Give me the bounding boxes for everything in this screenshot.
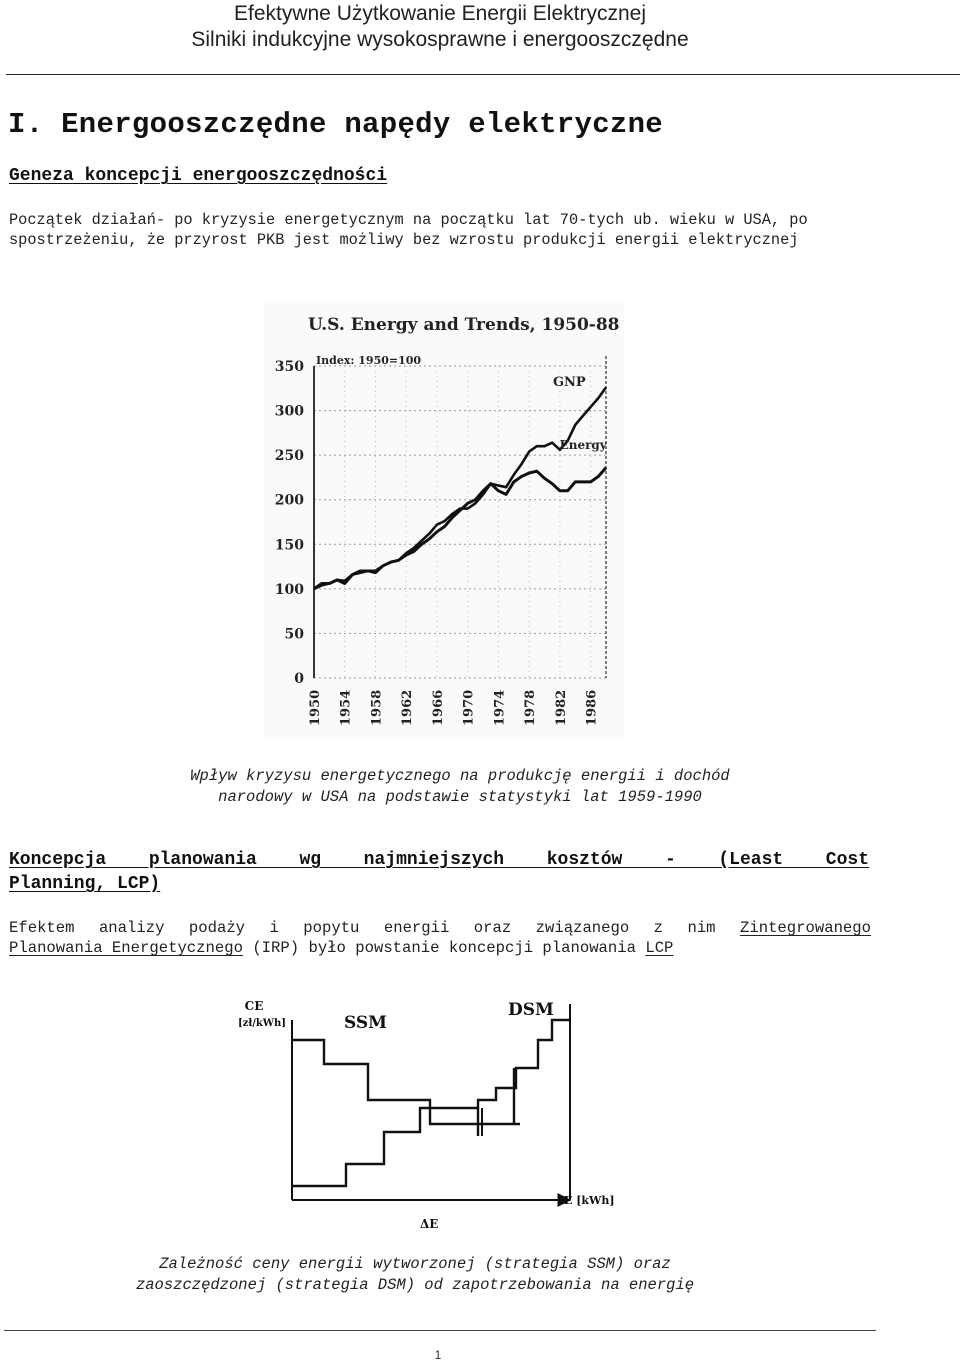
x-tick-label: 1970 — [461, 689, 477, 726]
figure2-caption — [0, 1254, 830, 1296]
section-title: I. Energooszczędne napędy elektryczne — [8, 108, 664, 141]
page-number: 1 — [434, 1348, 442, 1362]
lcp-text-1: Efektem analizy podaży i popytu energii oraz związanego z nim — [9, 919, 716, 937]
y-tick-label: 150 — [274, 537, 304, 554]
y-tick-label: 300 — [274, 403, 304, 420]
link-zintegrowanego[interactable]: Zintegrowanego — [740, 919, 872, 937]
chart-title: U.S. Energy and Trends, 1950-88 — [308, 315, 620, 335]
figure1-caption-line-1: Wpływ kryzysu energetycznego na produkcję energii i dochód — [190, 767, 730, 785]
lcp-heading-line-1: Koncepcja planowania wg najmniejszych kosztów - (Least Cost — [9, 850, 869, 870]
y-tick-label: 100 — [274, 581, 304, 598]
x-tick-label: 1950 — [308, 689, 323, 726]
y-tick-label: 200 — [274, 492, 304, 509]
us-energy-trends-chart — [264, 300, 624, 740]
annotation-dsm: DSM — [508, 1000, 554, 1020]
link-lcp[interactable]: LCP — [645, 939, 674, 957]
annotation-delta-e: ΔE — [420, 1217, 439, 1231]
figure2-caption-line-1: Zależność ceny energii wytworzonej (strategia SSM) oraz — [159, 1255, 671, 1273]
x-tick-label: 1958 — [369, 689, 385, 726]
annotation-ssm: SSM — [344, 1013, 387, 1033]
y-axis-label-ce: CE — [244, 999, 264, 1013]
x-tick-label: 1966 — [430, 689, 446, 726]
series-label-energy: Energy — [559, 437, 607, 452]
x-tick-label: 1982 — [553, 689, 569, 726]
lcp-paragraph — [9, 918, 871, 958]
subsection-heading-lcp — [9, 848, 869, 896]
x-tick-label: 1962 — [400, 689, 416, 726]
y-tick-label: 350 — [274, 359, 304, 375]
ssm-step-line — [292, 1040, 520, 1124]
lcp-text-2: (IRP) było powstanie koncepcji planowania — [252, 939, 636, 957]
x-tick-label: 1986 — [584, 689, 600, 726]
figure1-caption — [0, 766, 920, 808]
header-rule — [6, 74, 960, 75]
lcp-paragraph-line-2 — [9, 938, 871, 958]
chart-subtitle: Index: 1950=100 — [316, 354, 422, 367]
figure1-caption-line-2: narodowy w USA na podstawie statystyki lat 1959-1990 — [218, 788, 702, 806]
subsection-heading-genesis: Geneza koncepcji energooszczędności — [9, 166, 388, 186]
ssm-dsm-chart — [220, 990, 640, 1240]
y-tick-label: 50 — [284, 626, 304, 643]
link-planowania-energetycznego[interactable]: Planowania Energetycznego — [9, 939, 243, 957]
y-tick-label: 0 — [294, 671, 304, 687]
x-tick-label: 1974 — [492, 689, 508, 726]
genesis-paragraph: Początek działań- po kryzysie energetycznym na początku lat 70-tych ub. wieku w USA, po spostrzeżeniu, że przyrost PKB jest możliwy bez wzrostu produkcji energii elektrycznej — [9, 211, 808, 249]
figure2-caption-line-2: zaoszczędzonej (strategia DSM) od zapotrzebowania na energię — [135, 1276, 695, 1294]
lcp-paragraph-line-1 — [9, 918, 871, 938]
series-label-gnp: GNP — [552, 374, 586, 390]
x-tick-label: 1954 — [338, 689, 354, 726]
x-axis-label-e: E [kWh] — [564, 1194, 615, 1207]
footer-rule — [4, 1330, 876, 1331]
header-line-2: Silniki indukcyjne wysokosprawne i energooszczędne — [191, 28, 689, 51]
y-axis-unit: [zł/kWh] — [237, 1018, 287, 1029]
step-series — [292, 1020, 570, 1186]
header-line-1: Efektywne Użytkowanie Energii Elektrycznej — [233, 2, 646, 25]
x-tick-label: 1978 — [523, 689, 539, 726]
lcp-heading-line-2: Planning, LCP) — [9, 874, 161, 894]
y-tick-label: 250 — [274, 448, 304, 465]
